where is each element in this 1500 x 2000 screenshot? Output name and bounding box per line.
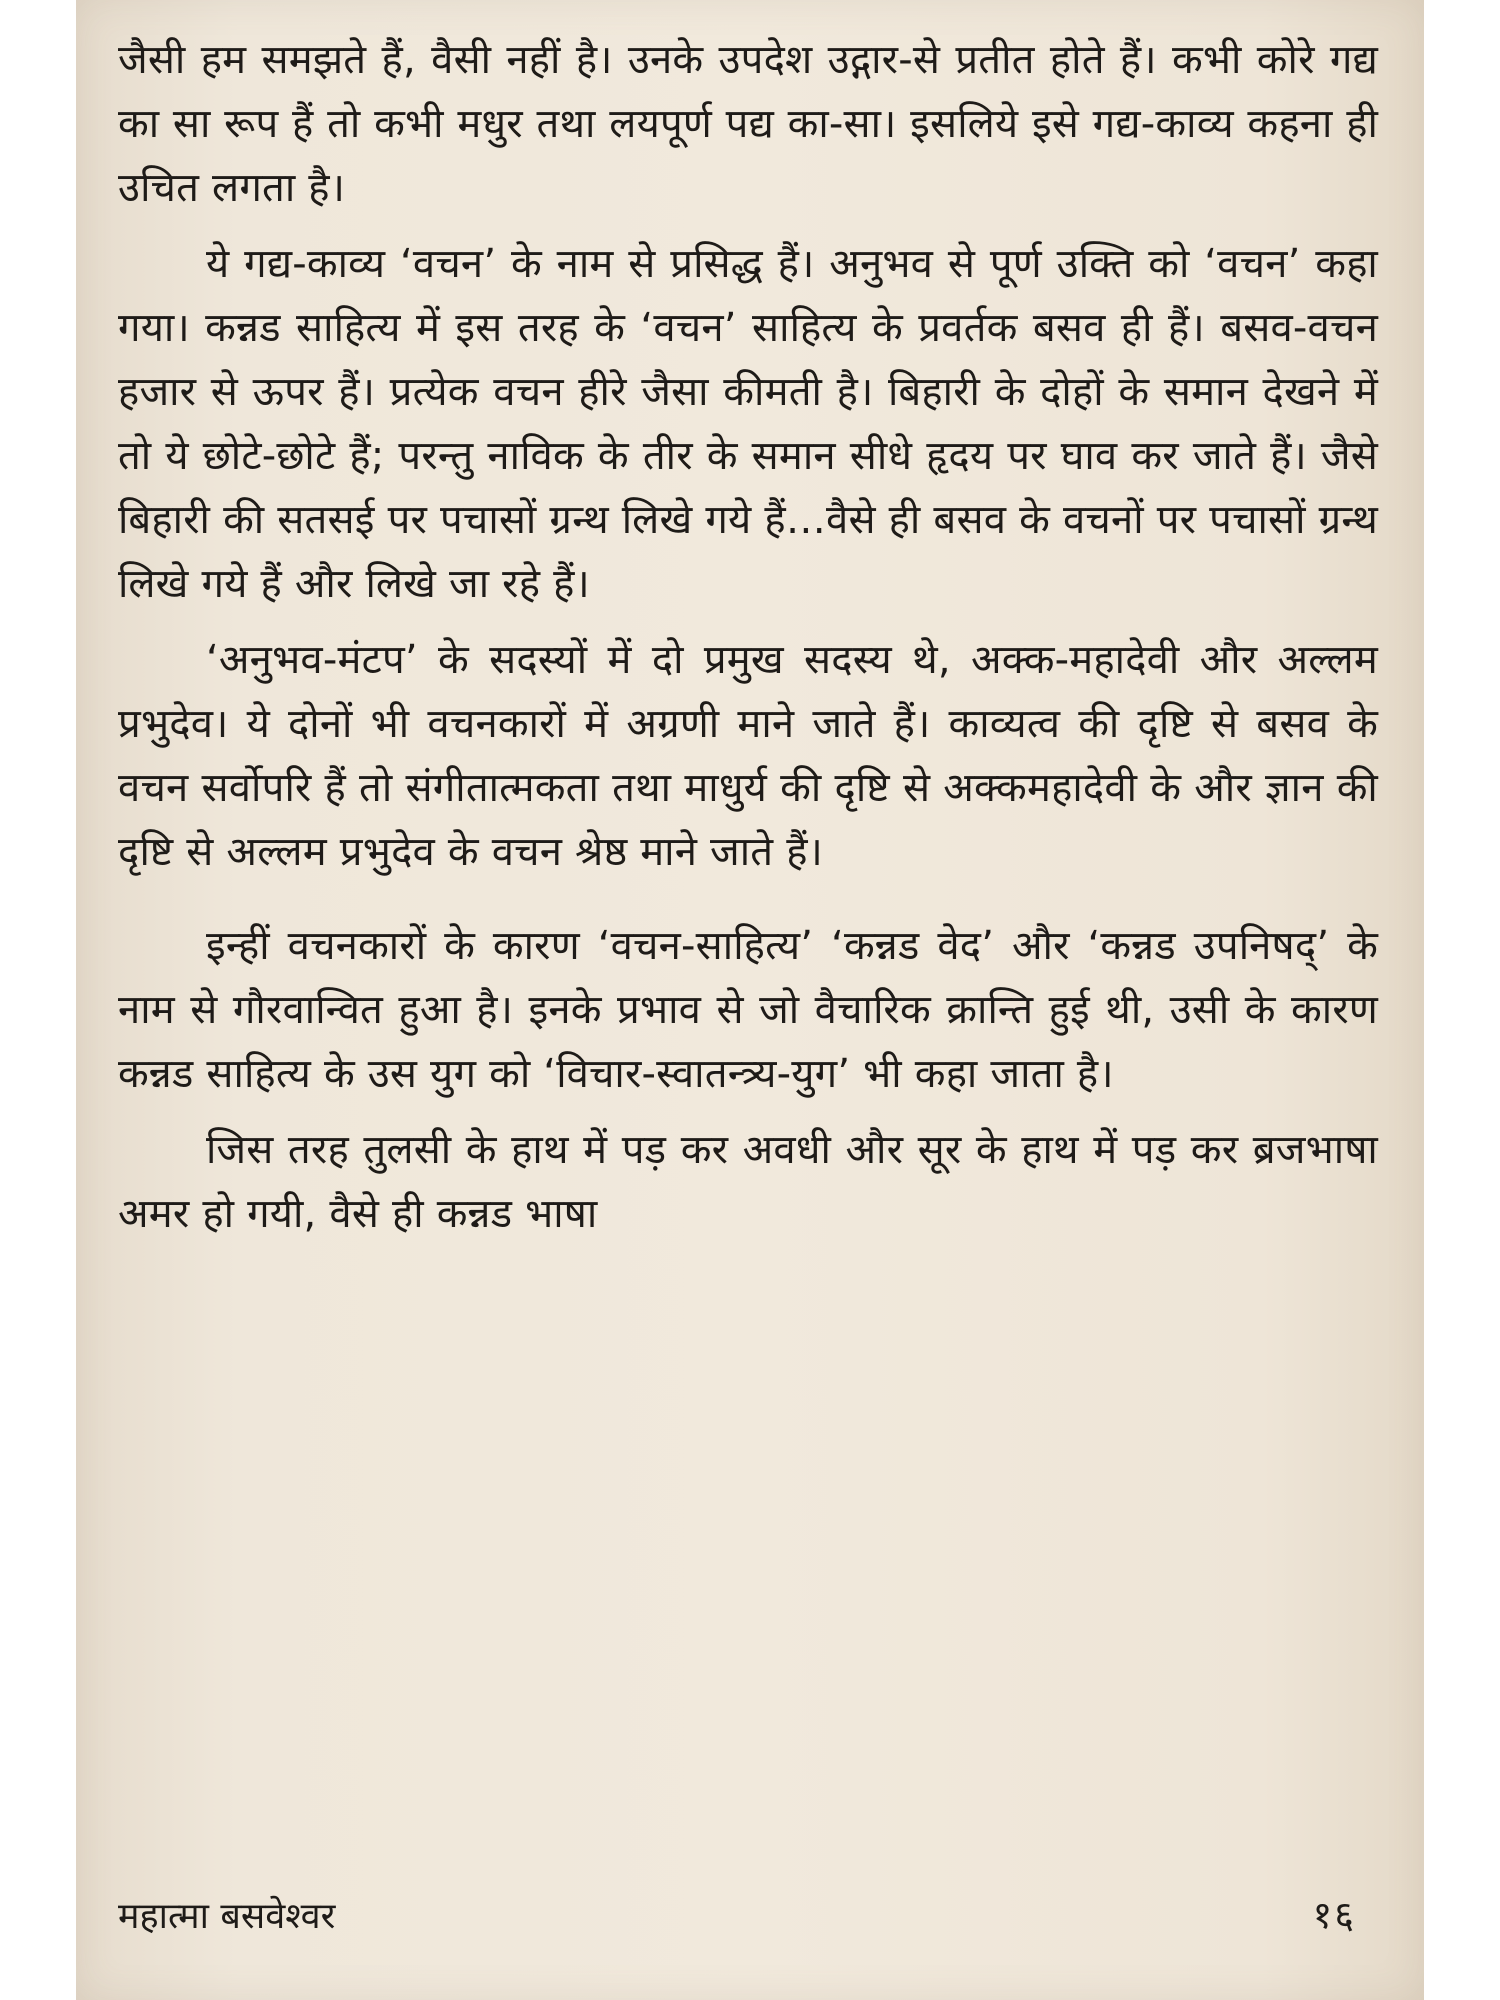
running-title: महात्मा बसवेश्वर [118,1896,336,1937]
paragraph-continuation: जैसी हम समझते हैं, वैसी नहीं है। उनके उपदेश उद्गार-से प्रतीत होते हैं। कभी कोरे गद्य का सा रूप हैं तो कभी मधुर तथा लयपूर्ण पद्य का-सा। इसलिये इसे गद्य-काव्य कहना ही उचित लगता है। [118,37,1378,211]
page-footer [118,1888,1356,1940]
paragraph-anubhav-mantap: ‘अनुभव-मंटप’ के सदस्यों में दो प्रमुख सदस्य थे, अक्क-महादेवी और अल्लम प्रभुदेव। ये दोनों भी वचनकारों में अग्रणी माने जाते हैं। काव्यत्व की दृष्टि से बसव के वचन सर्वोपरि हैं तो संगीतात्मकता तथा माधुर्य की दृष्टि से अक्कमहादेवी के और ज्ञान की दृष्टि से अल्लम प्रभुदेव के वचन श्रेष्ठ माने जाते हैं। [118,637,1378,875]
paragraph-tulsi: जिस तरह तुलसी के हाथ में पड़ कर अवधी और सूर के हाथ में पड़ कर ब्रजभाषा अमर हो गयी, वैसे ही कन्नड भाषा [118,1127,1378,1237]
page-number: १६ [1312,1893,1356,1937]
paragraph-vachan: ये गद्य-काव्य ‘वचन’ के नाम से प्रसिद्ध हैं। अनुभव से पूर्ण उक्ति को ‘वचन’ कहा गया। कन्नड साहित्य में इस तरह के ‘वचन’ साहित्य के प्रवर्तक बसव ही हैं। बसव-वचन हजार से ऊपर हैं। प्रत्येक वचन हीरे जैसा कीमती है। बिहारी के दोहों के समान देखने में तो ये छोटे-छोटे हैं; परन्तु नाविक के तीर के समान सीधे हृदय पर घाव कर जाते हैं। जैसे बिहारी की सतसई पर पचासों ग्रन्थ लिखे गये हैं…वैसे ही बसव के वचनों पर पचासों ग्रन्थ लिखे गये हैं और लिखे जा रहे हैं। [118,241,1378,607]
paragraph-vachankar: इन्हीं वचनकारों के कारण ‘वचन-साहित्य’ ‘कन्नड वेद’ और ‘कन्नड उपनिषद्’ के नाम से गौरवान्वित हुआ है। इनके प्रभाव से जो वैचारिक क्रान्ति हुई थी, उसी के कारण कन्नड साहित्य के उस युग को ‘विचार-स्वातन्त्र्य-युग’ भी कहा जाता है। [118,923,1378,1097]
page-content [118,28,1378,1958]
